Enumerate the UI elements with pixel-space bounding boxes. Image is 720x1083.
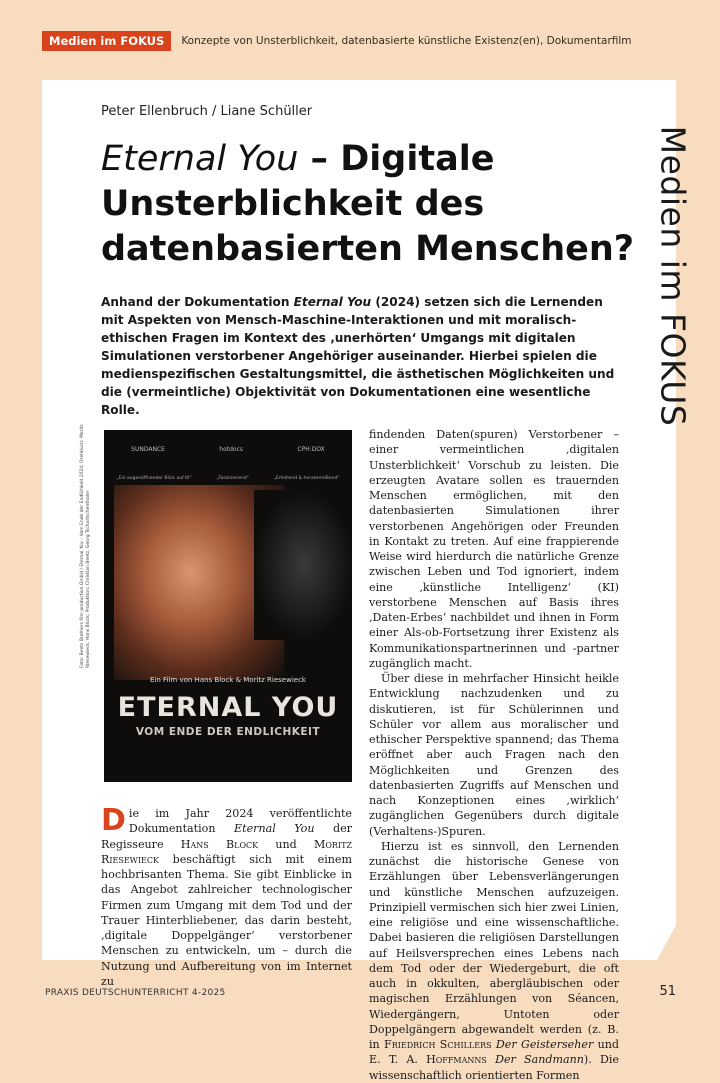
poster-quotes xyxy=(104,476,352,481)
body-paragraph: Über diese in mehrfacher Hinsicht heikle Entwicklung nachzudenken und zu diskutieren, ist für Schülerinnen und Schüler vor allem aus moralischer und ethischer Perspektive spannend; das Thema eröffnet aber auch Fragen nach den Möglichkeiten und Grenzen des datenbasierten Zugriffs auf Menschen und nach Konzeptionen eines ‚wirklich‘ zugänglichen Gegenübers durch digitale (Verhaltens-)Spuren. xyxy=(369,672,619,838)
quote-2: „Faszinierend“ xyxy=(216,476,249,481)
lead-paragraph: Anhand der Dokumentation Eternal You (2024) setzen sich die Lernenden mit Aspekten von Mensch-Maschine-Interaktionen und mit moralisch-ethischen Fragen im Kontext des ‚unerhörten‘ Umgangs mit digitalen Simulationen verstorbener Angehöriger auseinander. Hierbei spielen die medienspezifischen Gestaltungsmittel, die ästhetischen Möglichkeiten und die (vermeintliche) Objektivität von Dokumentationen eine wesentliche Rolle. xyxy=(101,295,615,417)
award-3: CPH:DOX xyxy=(297,446,325,453)
side-title: Medien im FOKUS xyxy=(653,125,693,426)
author-name: E. T. A. Hoffmanns xyxy=(369,1053,487,1067)
body-paragraph: Hierzu ist es sinnvoll, den Lernenden zunächst die historische Genese von Erzählungen über Lebensverlängerungen und künstliche Menschen aufzuzeigen. Prinzipiell vermischen sich hier zwei Linien, eine religiöse und eine wissenschaftliche. Dabei basieren die religiösen Darstellungen auf Heilsversprechen eines Lebens nach dem Tod oder der Wiedergeburt, die oft auch in okkulten, abergläubischen oder magischen Erzählungen von Séancen, Wiedergängern, Untoten oder Doppelgängern abgewandelt werden (z. B. in Friedrich Schillers Der Geisterseher und E. T. A. Hoffmanns Der Sandmann). Die wissenschaftlich orientierten Formen xyxy=(369,839,619,1082)
title-rest: – Digitale Unsterblichkeit des datenbasierten Menschen? xyxy=(101,139,635,269)
award-2: hotdocs xyxy=(219,446,244,453)
body-column-left xyxy=(101,803,352,989)
film-poster xyxy=(104,430,352,782)
author-name: Friedrich Schillers xyxy=(384,1038,492,1051)
body-column-right xyxy=(369,427,619,1083)
poster-awards xyxy=(104,446,352,453)
director-name: Moritz Riesewieck xyxy=(101,837,352,866)
poster-title: ETERNAL YOU xyxy=(117,692,339,723)
body-paragraph: findenden Daten(spuren) Verstorbener – einer vermeintlichen ‚digitalen Unsterblichkeit‘ Vorschub zu leisten. Die erzeugten Avatare sollen es trauernden Menschen ermöglichen, mit den datenbasierten Simulationen ihrer verstorbenen Angehörigen oder Freunden in Kontakt zu treten. Auf eine frappierende Weise wird hierdurch die natürliche Grenze zwischen Leben und Tod ignoriert, indem eine ‚künstliche Intelligenz‘ (KI) verstorbene Menschen auf Basis ihres ‚Daten-Erbes‘ nachbildet und ihnen in Form einer Als-ob-Fortsetzung ihrer Existenz als Kommunikationspartnerinnen und -partner zugänglich macht. xyxy=(369,428,619,670)
lead-film-name: Eternal You xyxy=(293,295,372,309)
title-film-name: Eternal You xyxy=(101,139,299,179)
body-paragraph: Die im Jahr 2024 veröffentlichte Dokumentation Eternal You der Regisseure Hans Block und Moritz Riesewieck beschäftigt sich mit einem hochbrisanten Thema. Sie gibt Einblicke in das Angebot zahlreicher technologischer Firmen zum Umgang mit dem Tod und der Trauer Hinterbliebener, das darin besteht, ‚digitale Doppelgänger‘ verstorbener Menschen zu entwickeln, um – durch die Nutzung und Aufbereitung von im Internet zu xyxy=(101,803,352,988)
poster-avatar-shadow xyxy=(254,490,352,640)
authors: Peter Ellenbruch / Liane Schüller xyxy=(101,104,313,119)
photo-credit: Foto: Beetz Brothers film production GmbH / Eternal You – Vom Ende der Endlichkeit 2024; Drehbuch: Moritz Riesewieck, Hans Block; Produktion: Christian Beetz, Georg Tschurtschenthaler xyxy=(80,424,91,668)
page-number: 51 xyxy=(659,984,676,999)
award-1: SUNDANCE xyxy=(131,446,165,453)
header-bar xyxy=(42,31,680,51)
quote-1: „Ein augenöffnender Blick auf KI“ xyxy=(116,476,192,481)
journal-footer: PRAXIS DEUTSCHUNTERRICHT 4-2025 xyxy=(45,988,226,998)
quote-3: „Erhellend & herzzerreißend“ xyxy=(273,476,340,481)
drop-cap: D xyxy=(101,803,126,838)
section-tag: Medien im FOKUS xyxy=(42,31,171,51)
article-title xyxy=(101,137,661,272)
director-name: Hans Block xyxy=(180,837,259,851)
poster-subtitle: VOM ENDE DER ENDLICHKEIT xyxy=(135,726,321,738)
poster-film-by: Ein Film von Hans Block & Moritz Riesewieck xyxy=(149,676,306,684)
topic-keywords: Konzepte von Unsterblichkeit, datenbasierte künstliche Existenz(en), Dokumentarfilm xyxy=(181,35,632,47)
